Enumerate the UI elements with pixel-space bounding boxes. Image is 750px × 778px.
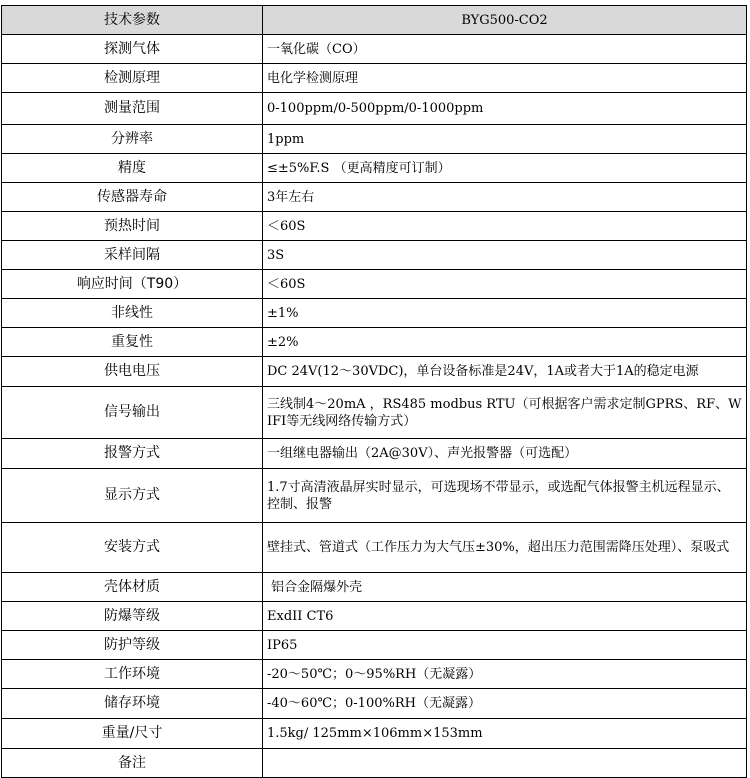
row-value: ＜60S: [263, 270, 747, 299]
row-label: 防爆等级: [2, 602, 263, 631]
row-value: 铝合金隔爆外壳: [263, 573, 747, 602]
table-row: [2, 299, 747, 328]
header-model: BYG500-CO2: [263, 6, 747, 35]
row-label: 储存环境: [2, 689, 263, 719]
row-label: 重复性: [2, 328, 263, 357]
table-row: [2, 660, 747, 689]
row-value: 1.5kg/ 125mm×106mm×153mm: [263, 719, 747, 749]
row-label: 显示方式: [2, 469, 263, 523]
table-row: [2, 573, 747, 602]
row-label: 防护等级: [2, 631, 263, 660]
row-label: 非线性: [2, 299, 263, 328]
row-label: 响应时间（T90）: [2, 270, 263, 299]
row-label: 分辨率: [2, 125, 263, 154]
table-row: [2, 523, 747, 573]
row-label: 信号输出: [2, 387, 263, 439]
row-label: 壳体材质: [2, 573, 263, 602]
table-row: [2, 35, 747, 64]
table-row: [2, 749, 747, 778]
row-value: 3年左右: [263, 183, 747, 212]
table-row: [2, 212, 747, 241]
row-label: 检测原理: [2, 64, 263, 93]
row-value: 1ppm: [263, 125, 747, 154]
row-label: 探测气体: [2, 35, 263, 64]
table-row: [2, 602, 747, 631]
row-value: -40～60℃；0-100%RH（无凝露）: [263, 689, 747, 719]
row-label: 预热时间: [2, 212, 263, 241]
header-label: 技术参数: [2, 6, 263, 35]
table-row: [2, 64, 747, 93]
row-value: 一组继电器输出（2A@30V）、声光报警器（可选配）: [263, 439, 747, 469]
row-value: 3S: [263, 241, 747, 270]
row-value: 1.7寸高清液晶屏实时显示，可选现场不带显示，或选配气体报警主机远程显示、控制、报警: [263, 469, 747, 523]
table-row: [2, 328, 747, 357]
row-value: 壁挂式、管道式（工作压力为大气压±30%，超出压力范围需降压处理）、泵吸式: [263, 523, 747, 573]
row-value: 三线制4～20mA ，RS485 modbus RTU（可根据客户需求定制GPRS、RF、WIFI等无线网络传输方式）: [263, 387, 747, 439]
table-row: [2, 270, 747, 299]
table-row: [2, 631, 747, 660]
spec-table: [1, 5, 747, 778]
row-value: ExdII CT6: [263, 602, 747, 631]
table-row: [2, 469, 747, 523]
row-value: -20～50℃；0～95%RH（无凝露）: [263, 660, 747, 689]
table-row: [2, 387, 747, 439]
row-label: 测量范围: [2, 93, 263, 125]
table-row: [2, 439, 747, 469]
row-value: ±1%: [263, 299, 747, 328]
row-value: ±2%: [263, 328, 747, 357]
row-value: IP65: [263, 631, 747, 660]
table-row: [2, 125, 747, 154]
row-label: 采样间隔: [2, 241, 263, 270]
row-label: 供电电压: [2, 357, 263, 387]
row-value: [263, 749, 747, 778]
row-label: 报警方式: [2, 439, 263, 469]
row-value: DC 24V(12～30VDC)，单台设备标准是24V，1A或者大于1A的稳定电源: [263, 357, 747, 387]
row-value: 0-100ppm/0-500ppm/0-1000ppm: [263, 93, 747, 125]
table-row: [2, 689, 747, 719]
row-label: 备注: [2, 749, 263, 778]
row-value: 电化学检测原理: [263, 64, 747, 93]
row-label: 重量/尺寸: [2, 719, 263, 749]
row-label: 安装方式: [2, 523, 263, 573]
row-value: 一氧化碳（CO）: [263, 35, 747, 64]
table-row: [2, 93, 747, 125]
row-label: 工作环境: [2, 660, 263, 689]
table-row: [2, 357, 747, 387]
row-label: 传感器寿命: [2, 183, 263, 212]
row-value: ＜60S: [263, 212, 747, 241]
row-label: 精度: [2, 154, 263, 183]
table-row: [2, 241, 747, 270]
table-row: [2, 183, 747, 212]
table-header-row: [2, 6, 747, 35]
table-row: [2, 719, 747, 749]
table-row: [2, 154, 747, 183]
row-value: ≤±5%F.S （更高精度可订制）: [263, 154, 747, 183]
